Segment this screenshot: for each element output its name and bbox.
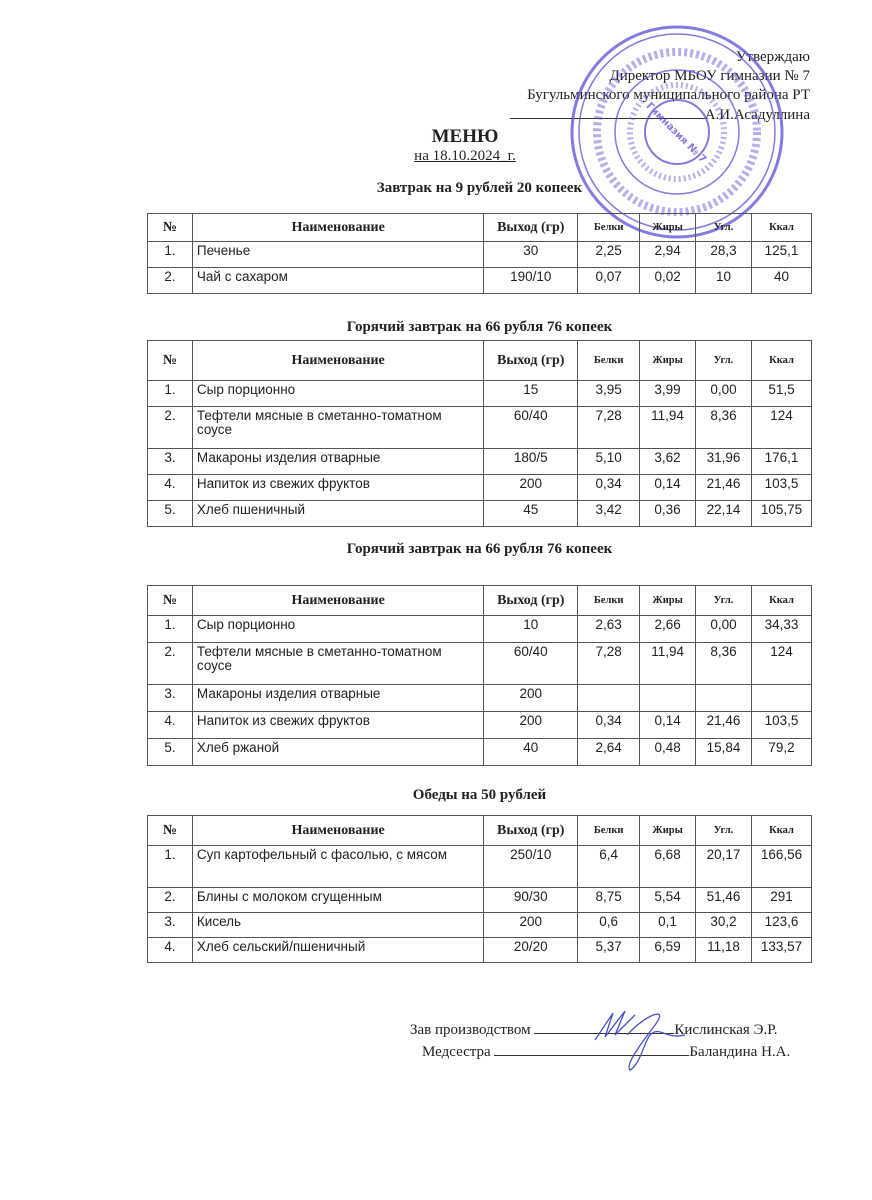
col-yield-cell: 45 (484, 501, 578, 527)
col-name-cell: Хлеб сельский/пшеничный (192, 938, 483, 963)
col-carbs-cell: 21,46 (696, 475, 752, 501)
menu-table (147, 340, 812, 527)
col-fat-cell: 11,94 (640, 407, 696, 449)
col-carbs-cell: 11,18 (696, 938, 752, 963)
table-row (148, 712, 812, 739)
col-fat-header: Жиры (640, 214, 696, 242)
col-fat-cell: 3,62 (640, 449, 696, 475)
col-kcal-cell (752, 685, 812, 712)
table-row (148, 685, 812, 712)
role: Медсестра (422, 1044, 491, 1060)
col-protein-cell: 0,07 (578, 268, 640, 294)
col-yield-cell: 60/40 (484, 643, 578, 685)
role: Зав производством (410, 1022, 531, 1038)
col-yield-cell: 60/40 (484, 407, 578, 449)
table-row (148, 739, 812, 766)
director-name: А.И.Асадуллина (704, 107, 810, 123)
col-protein-cell: 6,4 (578, 846, 640, 888)
col-carbs-cell: 30,2 (696, 913, 752, 938)
col-yield-cell: 180/5 (484, 449, 578, 475)
col-number-cell: 3. (148, 449, 193, 475)
col-fat-cell: 0,36 (640, 501, 696, 527)
col-protein-cell: 2,63 (578, 616, 640, 643)
col-carbs-cell (696, 685, 752, 712)
col-fat-cell: 0,1 (640, 913, 696, 938)
table-row (148, 616, 812, 643)
col-yield-cell: 30 (484, 242, 578, 268)
col-carbs-cell: 10 (696, 268, 752, 294)
col-carbs-cell: 31,96 (696, 449, 752, 475)
col-kcal-cell: 133,57 (751, 938, 811, 963)
table-row (148, 449, 812, 475)
col-carbs-cell: 15,84 (696, 739, 752, 766)
col-protein-cell: 7,28 (578, 643, 640, 685)
col-number-cell: 2. (148, 268, 193, 294)
col-yield-cell: 40 (484, 739, 578, 766)
col-fat-cell: 11,94 (640, 643, 696, 685)
col-protein-cell: 8,75 (578, 888, 640, 913)
col-kcal-header: Ккал (752, 214, 812, 242)
col-fat-header: Жиры (640, 816, 696, 846)
col-fat-cell: 0,02 (640, 268, 696, 294)
section-title: Горячий завтрак на 66 рубля 76 копеек (346, 319, 613, 335)
table-header (148, 816, 812, 846)
table-row (148, 475, 812, 501)
col-protein-cell: 5,37 (578, 938, 640, 963)
col-number-cell: 3. (148, 913, 193, 938)
col-name-header: Наименование (192, 214, 483, 242)
col-fat-header: Жиры (640, 586, 696, 616)
col-number-cell: 1. (148, 846, 193, 888)
col-yield-cell: 90/30 (484, 888, 578, 913)
table-row (148, 407, 812, 449)
approval-line: Утверждаю (735, 49, 810, 65)
table-row (148, 888, 812, 913)
col-fat-cell: 2,66 (640, 616, 696, 643)
col-name-cell: Сыр порционно (192, 381, 483, 407)
col-kcal-cell: 105,75 (751, 501, 811, 527)
official-stamp (565, 20, 790, 245)
col-name-cell: Макароны изделия отварные (192, 449, 483, 475)
col-fat-cell: 6,68 (640, 846, 696, 888)
col-number-cell: 1. (148, 242, 193, 268)
col-yield-cell: 200 (484, 475, 578, 501)
col-number-cell: 1. (148, 381, 193, 407)
col-carbs-cell: 8,36 (696, 643, 752, 685)
col-protein-cell: 7,28 (578, 407, 640, 449)
col-yield-cell: 200 (484, 685, 578, 712)
approval-line: Бугульминского муниципального района РТ (527, 87, 810, 103)
table-row (148, 268, 812, 294)
col-number-cell: 5. (148, 501, 193, 527)
col-name-header: Наименование (192, 586, 483, 616)
col-name-cell: Хлеб ржаной (192, 739, 483, 766)
col-carbs-cell: 0,00 (696, 616, 752, 643)
col-fat-cell: 6,59 (640, 938, 696, 963)
col-number-cell: 2. (148, 643, 193, 685)
handwritten-signature (585, 1005, 695, 1075)
col-yield-cell: 200 (484, 913, 578, 938)
col-carbs-cell: 21,46 (696, 712, 752, 739)
col-number-cell: 2. (148, 888, 193, 913)
col-fat-cell: 0,14 (640, 712, 696, 739)
col-number-cell: 4. (148, 475, 193, 501)
col-kcal-header: Ккал (752, 586, 812, 616)
table-row (148, 938, 812, 963)
col-number-cell: 4. (148, 938, 193, 963)
table-header (148, 214, 812, 242)
col-fat-cell: 5,54 (640, 888, 696, 913)
col-kcal-cell: 79,2 (752, 739, 812, 766)
col-yield-cell: 10 (484, 616, 578, 643)
col-kcal-header: Ккал (751, 341, 811, 381)
col-kcal-cell: 166,56 (751, 846, 811, 888)
col-protein-cell: 0,6 (578, 913, 640, 938)
col-protein-cell: 2,64 (578, 739, 640, 766)
col-name-cell: Макароны изделия отварные (192, 685, 483, 712)
col-number-header: № (148, 816, 193, 846)
col-kcal-cell: 291 (751, 888, 811, 913)
col-yield-header: Выход (гр) (484, 214, 578, 242)
col-kcal-cell: 34,33 (752, 616, 812, 643)
col-fat-cell: 0,14 (640, 475, 696, 501)
col-name-header: Наименование (192, 341, 483, 381)
col-carbs-header: Угл. (696, 816, 752, 846)
col-protein-cell: 2,25 (578, 242, 640, 268)
col-name-cell: Суп картофельный с фасолью, с мясом (192, 846, 483, 888)
col-name-cell: Сыр порционно (192, 616, 483, 643)
col-number-header: № (148, 341, 193, 381)
col-protein-header: Белки (578, 586, 640, 616)
col-fat-header: Жиры (640, 341, 696, 381)
col-yield-cell: 20/20 (484, 938, 578, 963)
col-carbs-cell: 0,00 (696, 381, 752, 407)
person-name: Кислинская Э.Р. (674, 1022, 778, 1038)
col-yield-cell: 190/10 (484, 268, 578, 294)
person-name: Баландина Н.А. (689, 1044, 791, 1060)
col-protein-cell: 5,10 (578, 449, 640, 475)
col-kcal-cell: 125,1 (752, 242, 812, 268)
approval-line: Директор МБОУ гимназии № 7 (609, 68, 810, 84)
col-fat-cell: 2,94 (640, 242, 696, 268)
section-title: Обеды на 50 рублей (412, 787, 547, 803)
menu-date: на 18.10.2024_г. (414, 148, 516, 164)
col-number-cell: 2. (148, 407, 193, 449)
col-name-header: Наименование (192, 816, 483, 846)
table-header (148, 341, 812, 381)
col-protein-cell: 3,95 (578, 381, 640, 407)
col-protein-cell: 0,34 (578, 712, 640, 739)
table-row (148, 913, 812, 938)
col-kcal-cell: 51,5 (751, 381, 811, 407)
col-name-cell: Напиток из свежих фруктов (192, 475, 483, 501)
menu-table (147, 815, 812, 963)
col-carbs-cell: 28,3 (696, 242, 752, 268)
col-number-cell: 4. (148, 712, 193, 739)
col-kcal-cell: 176,1 (751, 449, 811, 475)
col-protein-cell: 0,34 (578, 475, 640, 501)
col-carbs-header: Угл. (696, 341, 752, 381)
col-name-cell: Блины с молоком сгущенным (192, 888, 483, 913)
col-number-cell: 3. (148, 685, 193, 712)
col-protein-header: Белки (578, 341, 640, 381)
menu-table (147, 585, 812, 766)
col-yield-header: Выход (гр) (484, 341, 578, 381)
col-protein-header: Белки (578, 816, 640, 846)
col-carbs-header: Угл. (696, 586, 752, 616)
col-number-cell: 1. (148, 616, 193, 643)
table-row (148, 381, 812, 407)
section-title: Завтрак на 9 рублей 20 копеек (376, 180, 583, 196)
table-row (148, 846, 812, 888)
col-yield-cell: 250/10 (484, 846, 578, 888)
col-number-cell: 5. (148, 739, 193, 766)
col-kcal-cell: 40 (752, 268, 812, 294)
col-yield-header: Выход (гр) (484, 586, 578, 616)
col-kcal-cell: 123,6 (751, 913, 811, 938)
col-kcal-cell: 124 (752, 643, 812, 685)
col-fat-cell: 0,48 (640, 739, 696, 766)
col-carbs-cell: 22,14 (696, 501, 752, 527)
col-name-cell: Тефтели мясные в сметанно-томатном соусе (192, 643, 483, 685)
menu-title: МЕНЮ (431, 126, 499, 147)
col-kcal-header: Ккал (751, 816, 811, 846)
col-kcal-cell: 103,5 (751, 475, 811, 501)
menu-table (147, 213, 812, 294)
col-number-header: № (148, 586, 193, 616)
col-name-cell: Кисель (192, 913, 483, 938)
col-carbs-cell: 8,36 (696, 407, 752, 449)
table-header (148, 586, 812, 616)
table-row (148, 242, 812, 268)
col-name-cell: Чай с сахаром (192, 268, 483, 294)
col-name-cell: Напиток из свежих фруктов (192, 712, 483, 739)
table-row (148, 643, 812, 685)
col-kcal-cell: 103,5 (752, 712, 812, 739)
col-protein-header: Белки (578, 214, 640, 242)
col-fat-cell: 3,99 (640, 381, 696, 407)
col-protein-cell (578, 685, 640, 712)
col-carbs-header: Угл. (696, 214, 752, 242)
col-name-cell: Хлеб пшеничный (192, 501, 483, 527)
section-title: Горячий завтрак на 66 рубля 76 копеек (346, 541, 613, 557)
col-carbs-cell: 51,46 (696, 888, 752, 913)
col-fat-cell (640, 685, 696, 712)
col-protein-cell: 3,42 (578, 501, 640, 527)
svg-text:Гимназия № 7: Гимназия № 7 (643, 100, 709, 166)
col-number-header: № (148, 214, 193, 242)
col-yield-cell: 200 (484, 712, 578, 739)
col-yield-cell: 15 (484, 381, 578, 407)
table-row (148, 501, 812, 527)
col-carbs-cell: 20,17 (696, 846, 752, 888)
col-yield-header: Выход (гр) (484, 816, 578, 846)
col-name-cell: Печенье (192, 242, 483, 268)
col-kcal-cell: 124 (751, 407, 811, 449)
col-name-cell: Тефтели мясные в сметанно-томатном соусе (192, 407, 483, 449)
